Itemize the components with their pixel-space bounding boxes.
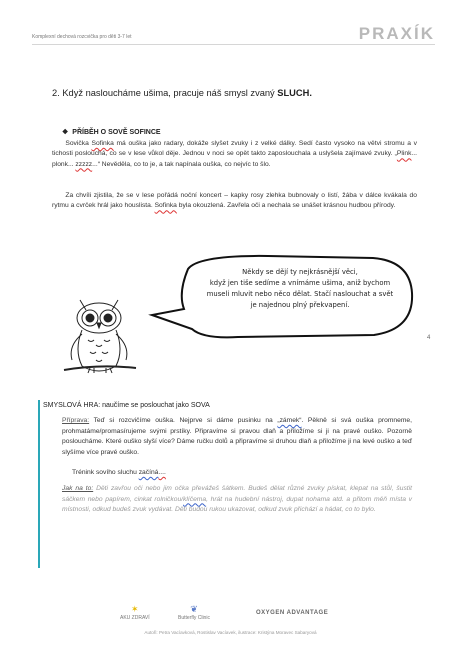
section-heading-bold: SLUCH. [277, 88, 312, 98]
story-title-text: PŘÍBĚH O SOVĚ SOFINCE [72, 129, 161, 136]
spellcheck-word: .... [158, 469, 166, 476]
star-icon: ✶ [131, 604, 139, 614]
logo-text: AKU ZDRAVÍ [120, 615, 150, 621]
spellcheck-word: Sofinka [154, 202, 177, 210]
story-text: má ouška jako radary, dokáže slyšet zvuky i z velké dálky. Sedí často vysoko na větvi stromu a v tichosti poslouchá, co se v lese vůkol děje. Jednou v noci se opět takto zaposlouchala a uslyšela zajímavé zvuky. „ [52, 140, 417, 158]
story-text: byla okouzlená. Zavřela oči a nechala se unášet krásnou hudbou přírody. [176, 202, 396, 210]
game-training [62, 468, 412, 479]
game-accent-bar [38, 400, 40, 568]
story-paragraph-1 [52, 139, 417, 170]
speech-bubble-text [200, 267, 400, 311]
butterfly-icon: ❦ [190, 604, 198, 614]
footer-logo-aku [120, 604, 150, 621]
story-text: Za chvíli zjistila, že se v lese pořádá noční koncert – kapky rosy zlehka bubnovaly o listí, žába v dálce kvákala do rytmu a cvrček hrál jako houslista. [52, 192, 417, 210]
logo-text: OXYGEN ADVANTAGE [256, 610, 329, 616]
section-heading-text: 2. Když nasloucháme ušima, pracuje náš smysl zvaný [52, 88, 278, 98]
header-divider [32, 44, 435, 45]
bubble-line: museli mluvit nebo něco dělat. Stačí naslouchat a svět [206, 290, 394, 298]
preparation-label: Příprava: [62, 417, 90, 424]
story-text: Sovička [65, 140, 92, 147]
footer-logo-oxygen [256, 610, 328, 616]
how-to-label: Jak na to: [62, 485, 94, 492]
game-text: Trénink sovího sluchu [72, 469, 139, 476]
spellcheck-word: Plink [396, 150, 412, 158]
bubble-line: je najednou plný překvapení. [250, 301, 350, 309]
spellcheck-word: Sofinka [91, 140, 114, 147]
spellcheck-word: zzzzz [75, 160, 93, 168]
spellcheck-word: začíná [138, 469, 159, 476]
game-text: Teď si rozcvičíme ouška. Nejprve si dáme pusinku na [89, 417, 278, 424]
game-text: , hrát na hudební nástroj, dupat nohama atd. a přitom měň místa v místnosti, odkud budeš zvuk vydávat. Děti budou rukou ukazovat, odkud zvuk přichází a hádat, co to bylo. [62, 495, 412, 514]
diamond-bullet-icon: ❖ [62, 129, 69, 136]
game-how-to [62, 484, 412, 516]
owl-illustration [60, 290, 140, 382]
footer-credit: Autoři: Petra Vacíavková, Rostislav Vacíavek, ilustrace: Kristýna Moravec Sabaryová [144, 630, 317, 635]
story-text: ...“ Nevěděla, co to je, a tak napínala ouška, co nejvíc to šlo. [92, 160, 271, 168]
game-text: . Pěkně si svá ouška promneme, prohmatáme/promasírujeme svými prstíky. Připravíme si pravou dlaň a přiložíme si ji na pravé ouško. Pozorně posloucháme. Které ouško slyší více? Dáme ručku dolů a připravíme si druhou dlaň a přiložíme ji na levé ouško a teď slyšíme více pravé ouško. [62, 417, 413, 456]
game-preparation [62, 416, 412, 458]
game-text: Děti zavřou oči nebo jim očka převážeš šátkem. Budeš dělat různé zvuky pískat, klepat na stůl, šustit sáčkem nebo papírem, cinkat rolničkou/ [62, 485, 412, 503]
section-heading [52, 88, 312, 98]
spellcheck-word: klíčema [183, 495, 207, 503]
page-number: 4 [427, 335, 431, 341]
header-subtitle: Komplexní dechová rozcvička pro děti 3-7 let [32, 34, 132, 40]
story-text: ... plonk... [52, 150, 417, 168]
story-paragraph-2 [52, 191, 417, 212]
logo-text: Butterfly Clinic [178, 615, 210, 621]
game-title: SMYSLOVÁ HRA: naučíme se poslouchat jako SOVA [43, 402, 210, 409]
story-title [62, 128, 161, 136]
spellcheck-word: „zámek“ [277, 417, 302, 424]
footer-logo-butterfly [178, 604, 210, 621]
bubble-line: když jen tiše sedíme a vnímáme ušima, aniž bychom [209, 279, 391, 287]
brand-logo: PRAXÍK [358, 24, 435, 43]
bubble-line: Někdy se dějí ty nejkrásnější věci, [242, 268, 358, 276]
